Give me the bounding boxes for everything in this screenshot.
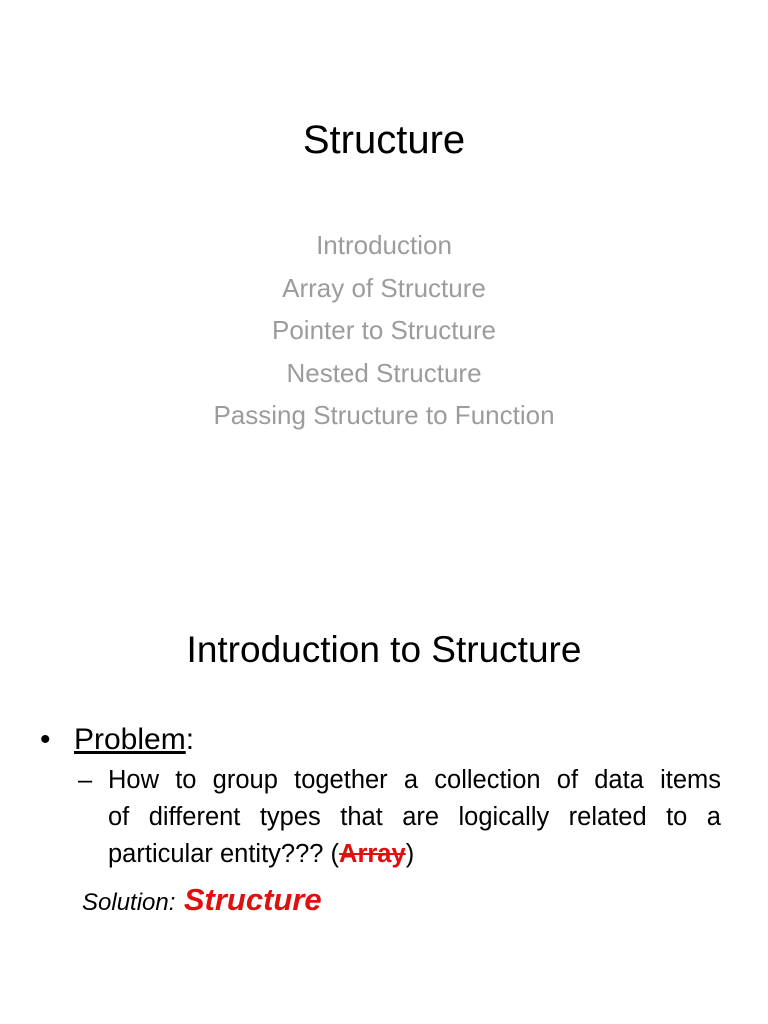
solution-row bbox=[82, 882, 322, 918]
bullet-marker: • bbox=[40, 723, 51, 756]
agenda-item-introduction: Introduction bbox=[316, 230, 452, 260]
slide-introduction-to-structure bbox=[0, 512, 768, 1024]
problem-description bbox=[78, 762, 721, 873]
slide-title: Structure bbox=[302, 118, 466, 162]
solution-answer: Structure bbox=[183, 882, 322, 917]
description-line-1: How to group together a collection of data items bbox=[108, 766, 721, 794]
problem-bullet bbox=[40, 718, 194, 762]
struck-word-array: Array bbox=[339, 840, 406, 868]
agenda-item-nested-structure: Nested Structure bbox=[286, 357, 482, 388]
solution-label: Solution: bbox=[82, 889, 176, 916]
description-line-3-text: particular entity??? ( bbox=[108, 840, 340, 868]
agenda-item-array-of-structure: Array of Structure bbox=[282, 272, 486, 303]
problem-colon: : bbox=[185, 723, 195, 756]
agenda-item-passing-structure: Passing Structure to Function bbox=[213, 400, 555, 430]
slide-title: Introduction to Structure bbox=[186, 629, 582, 670]
dash-marker: – bbox=[78, 766, 93, 794]
description-line-3 bbox=[108, 836, 721, 873]
agenda-item-pointer-to-structure: Pointer to Structure bbox=[272, 315, 496, 345]
problem-label: Problem bbox=[74, 723, 186, 756]
agenda-list bbox=[0, 224, 768, 437]
description-line-2: of different types that are logically related to a bbox=[108, 803, 721, 831]
closing-paren: ) bbox=[405, 840, 415, 868]
